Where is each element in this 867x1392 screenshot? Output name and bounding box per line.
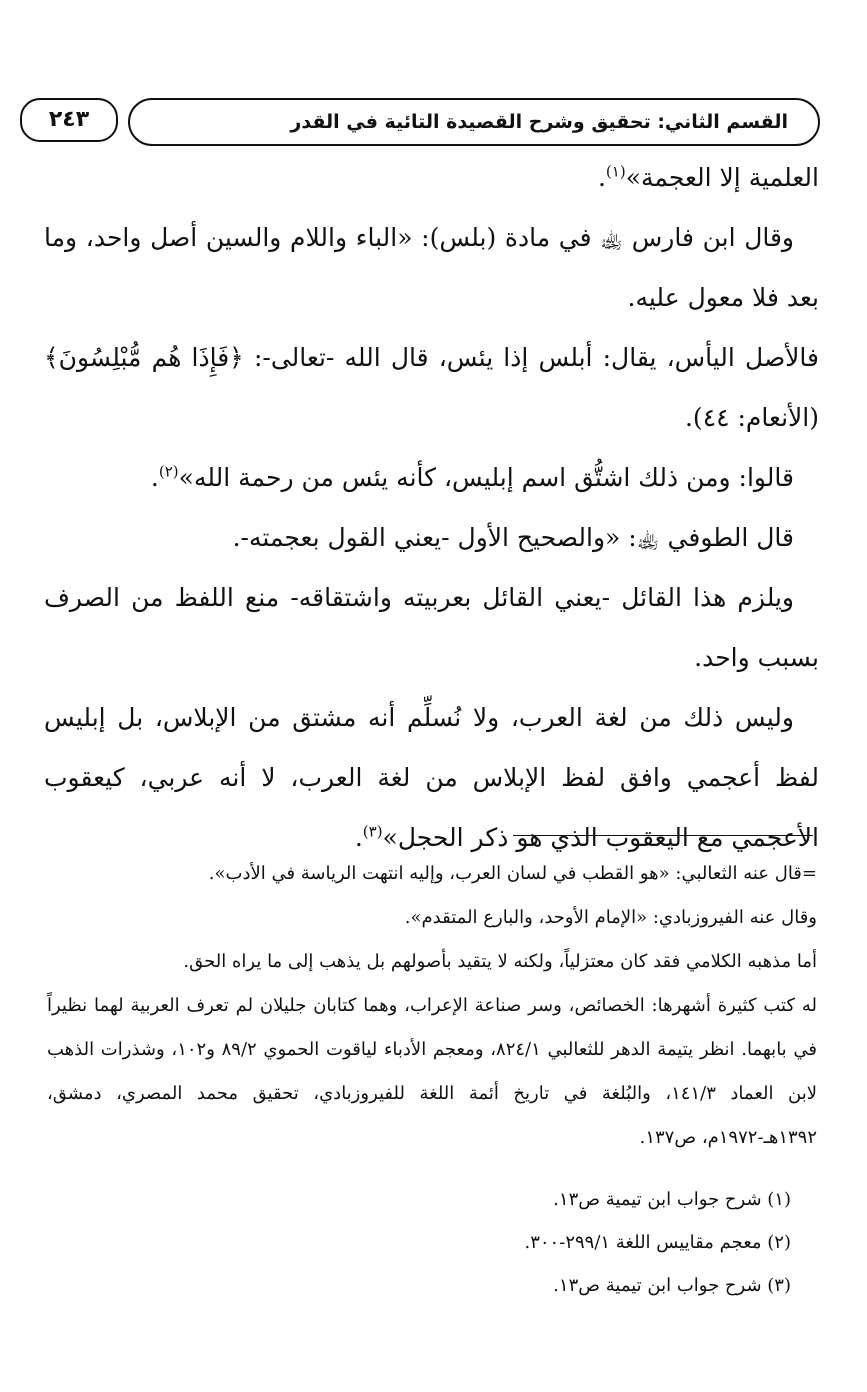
page-number: ٢٤٣ <box>20 98 118 142</box>
paragraph: قال الطوفي ﵀: «والصحيح الأول -يعني القول بعجمته-. <box>232 523 794 552</box>
paragraph: فالأصل اليأس، يقال: أبلس إذا يئس، قال الله -تعالى-: ﴿فَإِذَا هُم مُّبْلِسُونَ﴾ (الأنعام: ٤٤). <box>44 343 819 432</box>
footnote-list <box>524 1178 791 1307</box>
footnotes-continued <box>47 852 817 1160</box>
main-text <box>44 148 819 868</box>
paragraph: العلمية إلا العجمة»$^{(١)}$. <box>597 162 819 192</box>
paragraph: وقال ابن فارس ﵀ في مادة (بلس): «الباء واللام والسين أصل واحد، وما بعد فلا معول عليه. <box>44 223 819 312</box>
footnote-item: (١) شرح جواب ابن تيمية ص١٣. <box>553 1189 791 1210</box>
footnote-item: (٣) شرح جواب ابن تيمية ص١٣. <box>553 1275 791 1296</box>
note-paragraph: =قال عنه الثعالبي: «هو القطب في لسان العرب، وإليه انتهت الرياسة في الأدب». <box>208 863 817 884</box>
running-header-title: القسم الثاني: تحقيق وشرح القصيدة التائية في القدر <box>290 111 788 133</box>
footnote-item: (٢) معجم مقاييس اللغة ٢٩٩/١-٣٠٠. <box>524 1232 791 1253</box>
footnote-ref: (٣) <box>362 822 383 841</box>
note-paragraph: أما مذهبه الكلامي فقد كان معتزلياً، ولكنه لا يتقيد بأصولهم بل يذهب إلى ما يراه الحق. <box>183 951 817 972</box>
paragraph: قالوا: ومن ذلك اشتُّق اسم إبليس، كأنه يئس من رحمة الله»$^{(٢)}$. <box>150 462 794 492</box>
running-header <box>128 98 820 146</box>
footnote-separator <box>513 835 813 836</box>
note-paragraph: وقال عنه الفيروزبادي: «الإمام الأوحد، والبارع المتقدم». <box>404 907 817 928</box>
footnote-ref: (٢) <box>158 462 179 481</box>
note-paragraph: له كتب كثيرة أشهرها: الخصائص، وسر صناعة الإعراب، وهما كتابان جليلان لم تعرف العربية لهما نظيراً في بابهما. انظر يتيمة الدهر للثعالبي ٨٢٤/١، ومعجم الأدباء لياقوت الحموي ٨٩/٢ و١٠٢، وشذرات الذهب لابن العماد ١٤١/٣، والبُلغة في تاريخ أئمة اللغة للفيروزبادي، تحقيق محمد المصري، دمشق، ١٣٩٢هـ-١٩٧٢م، ص١٣٧. <box>47 995 818 1148</box>
paragraph: وليس ذلك من لغة العرب، ولا نُسلِّم أنه مشتق من الإبلاس، بل إبليس لفظ أعجمي وافق لفظ الإبلاس من لغة العرب، لا أنه عربي، كيعقوب الأعجمي مع اليعقوب الذي هو ذكر الحجل»$^{(٣)}$. <box>44 703 819 852</box>
footnote-ref: (١) <box>605 162 626 181</box>
paragraph: ويلزم هذا القائل -يعني القائل بعربيته واشتقاقه- منع اللفظ من الصرف بسبب واحد. <box>44 583 819 672</box>
